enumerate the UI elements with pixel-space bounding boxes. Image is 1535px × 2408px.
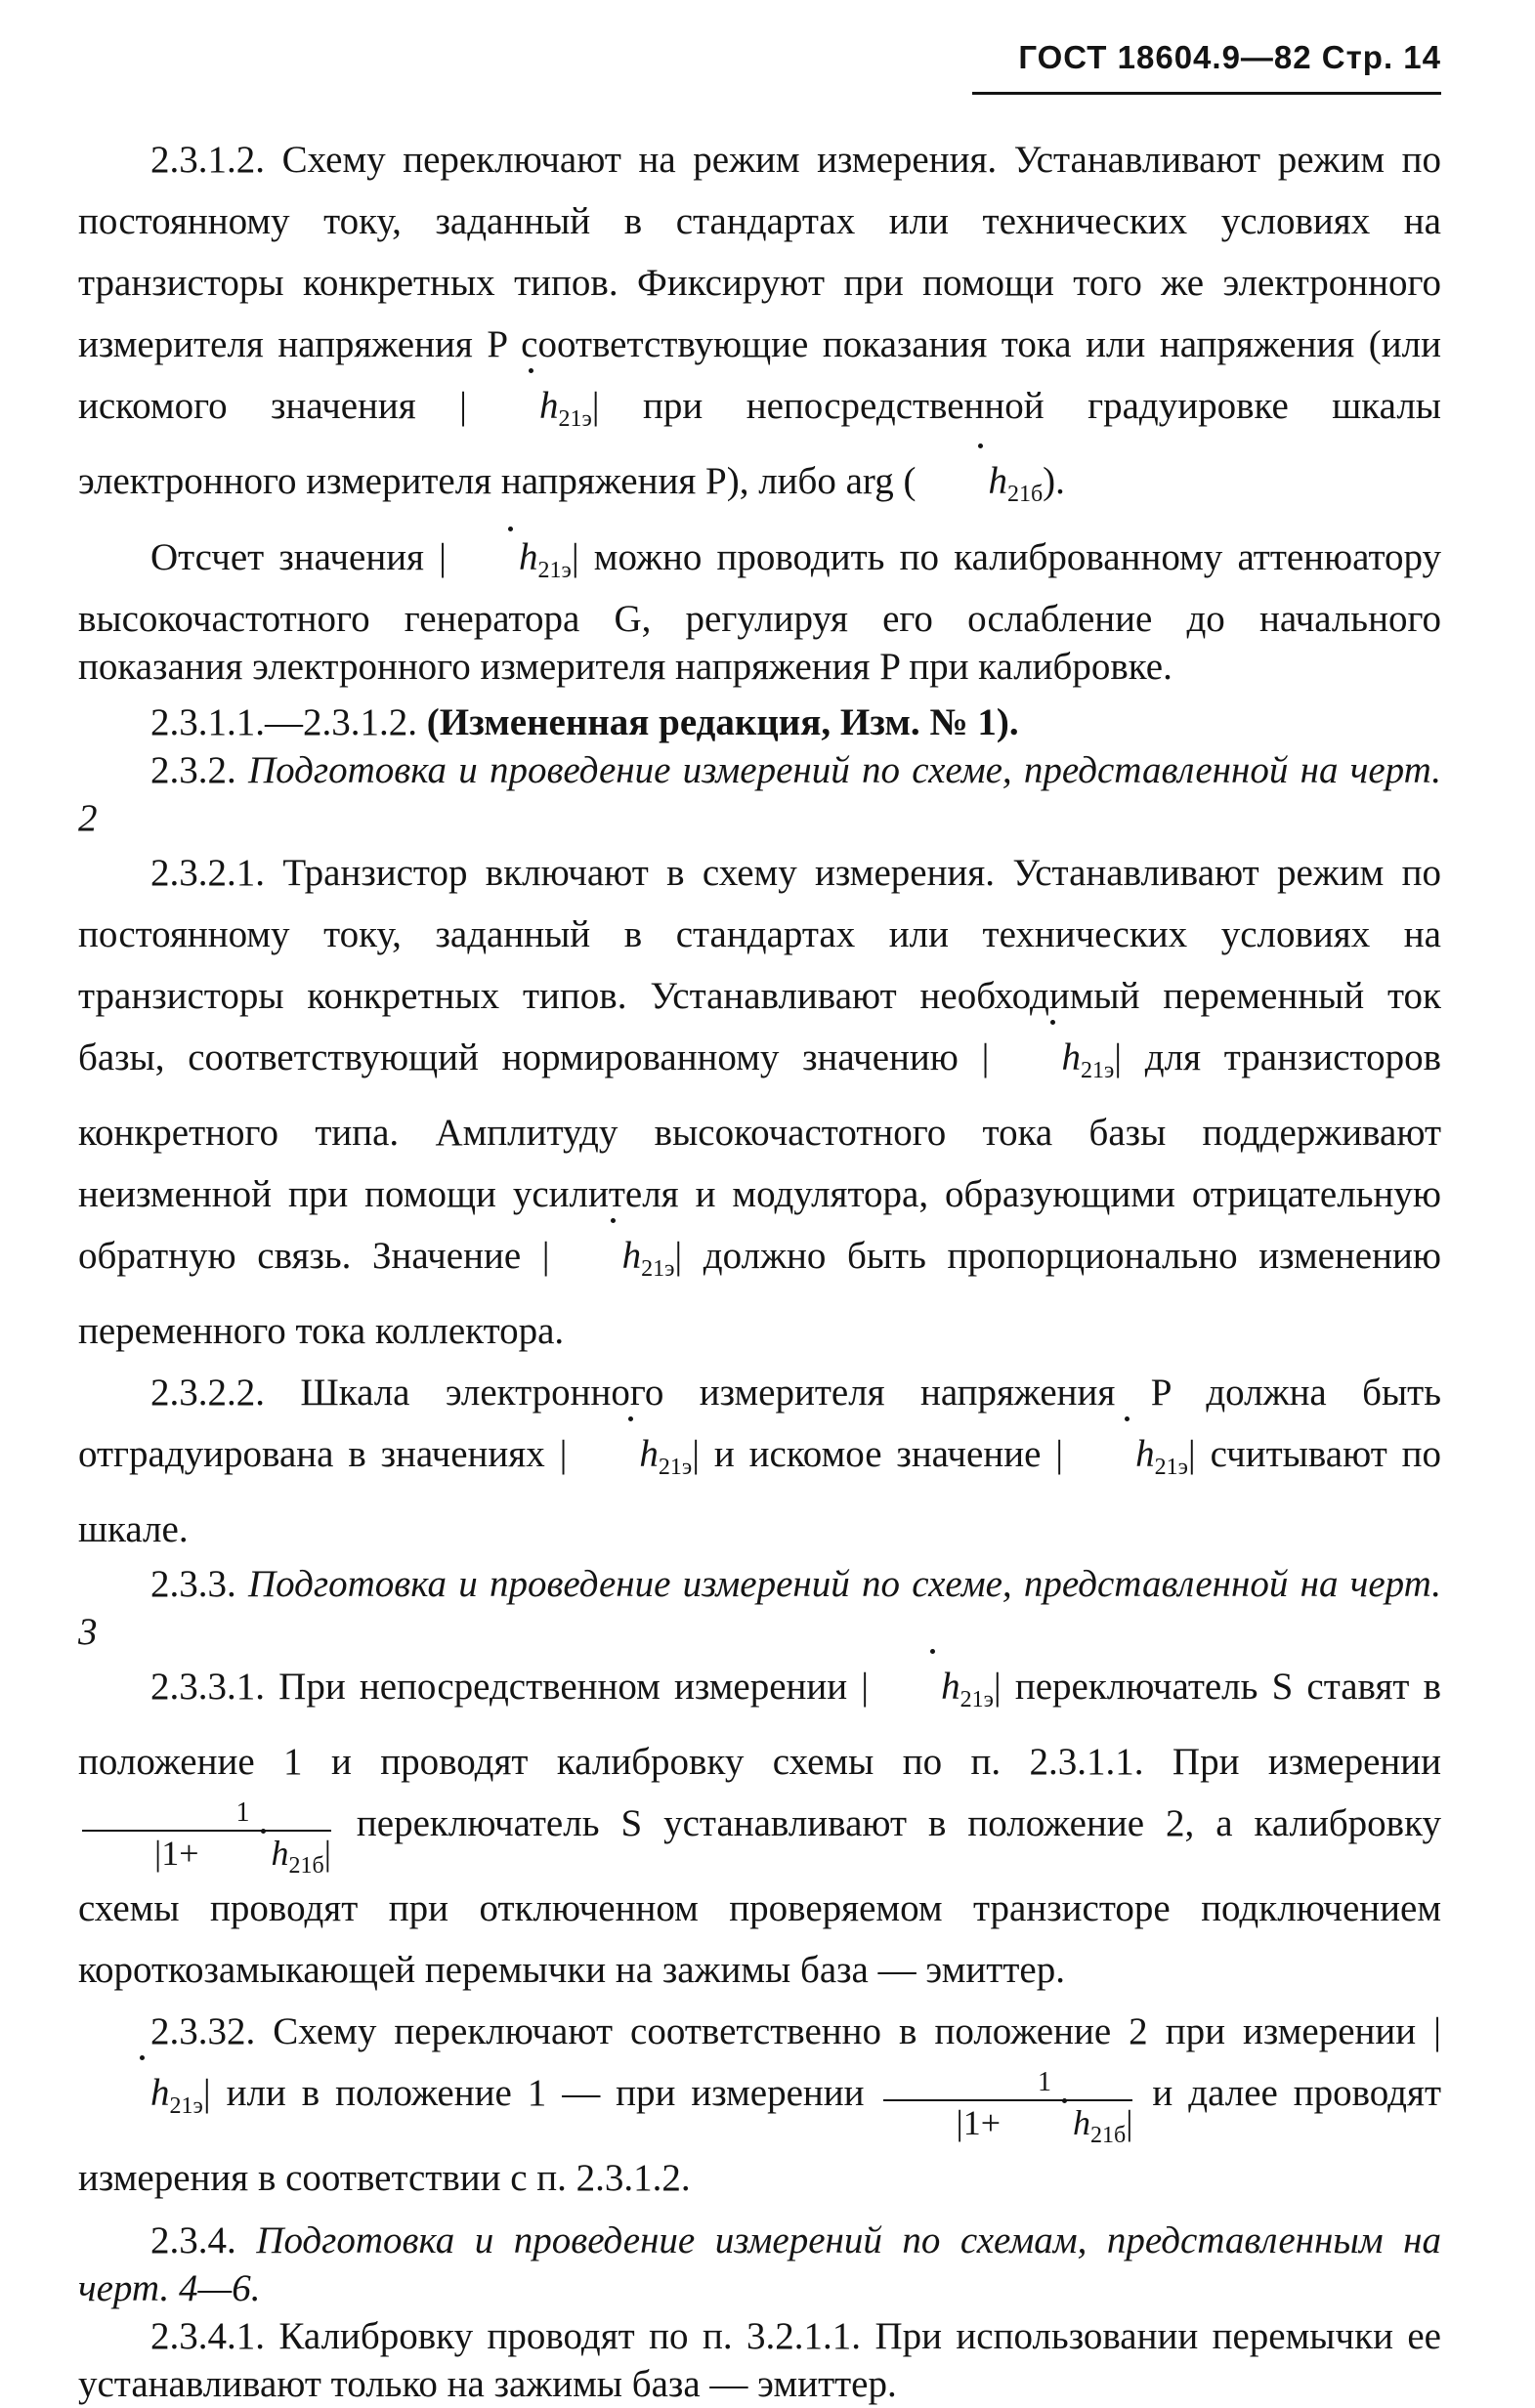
paragraph-2-3-3-2: 2.3.32. Схему переключают соответственно в положение 2 при измерении $|h_{21э}|$ или в положение 1 — при измерении $\frac{1}{|1+ h_{21б}|}$ и далее проводят измерения в соответствии с п. 2.3.1.2. [78, 2010, 1442, 2199]
h-dot-symbol: $h_{21э}$ [467, 375, 592, 450]
document-body [78, 129, 1441, 2408]
h-dot-symbol: $h_{21э}$ [550, 1225, 675, 1300]
h-dot-symbol: $h_{21э}$ [447, 533, 572, 595]
paragraph-amendment: 2.3.1.1.—2.3.1.2. (Измененная редакция, Изм. № 1). [150, 701, 1019, 743]
reciprocal-fraction: $\frac{1}{|1+ h_{21б}|}$ [82, 1799, 331, 1878]
h-dot-symbol: $h_{21б}$ [916, 450, 1043, 526]
paragraph-2-3-1-2: 2.3.1.2. Схему переключают на режим измерения. Устанавливают режим по постоянному току, заданный в стандартах или технических условиях на транзисторы конкретных типов. Фиксируют при помощи того же электронного измерителя напряжения P соответствующие показания тока или напряжения (или искомого значения | $h_{21э}|$ при непосредственной градуировке шкалы электронного измерителя напряжения P), либо arg ( $h_{21б}$). [78, 129, 1441, 526]
paragraph-2-3-2-1: 2.3.2.1. Транзистор включают в схему измерения. Устанавливают режим по постоянному току, заданный в стандартах или технических условиях на транзисторы конкретных типов. Устанавливают необходимый переменный ток базы, соответствующий нормированному значению | $h_{21э}|$ для транзисторов конкретного типа. Амплитуду высокочастотного тока базы поддерживают неизменной при помощи усилителя и модулятора, образующими отрицательную обратную связь. Значение | $h_{21э}|$ должно быть пропорционально изменению переменного тока коллектора. [78, 852, 1441, 1352]
h-dot-symbol: $h_{21э}$ [567, 1423, 692, 1499]
h-dot-symbol: $h_{21э}$ [1063, 1423, 1188, 1499]
document-page [78, 0, 1442, 2405]
reciprocal-fraction: $\frac{1}{|1+ h_{21б}|}$ [883, 2069, 1132, 2147]
paragraph-reading: Отсчет значения | $h_{21э}|$ можно проводить по калиброванному аттенюатору высокочастотного генератора G, регулируя его ослабление до начального показания электронного измерителя напряжения P при калибровке. [78, 533, 1441, 691]
paragraph-2-3-3-1: 2.3.3.1. При непосредственном измерении | $h_{21э}|$ переключатель S ставят в положение 1 и проводят калибровку схемы по п. 2.3.1.1. При измерении $\frac{1}{|1+ h_{21б}|}$ переключатель S устанавливают в положение 2, а калибровку схемы проводят при отключенном проверяемом транзисторе подключением короткозамыкающей перемычки на зажимы база — эмиттер. [78, 1656, 1441, 2001]
paragraph-2-3-2-2: 2.3.2.2. Шкала электронного измерителя напряжения P должна быть отградуирована в значениях | $h_{21э}|$ и искомое значение | $h_{21э}|$ считывают по шкале. [78, 1372, 1441, 1550]
h-dot-symbol: $h_{21э}$ [869, 1656, 994, 1731]
section-heading-2-3-3: 2.3.3. Подготовка и проведение измерений по схеме, представленной на черт. 3 [78, 1563, 1442, 1653]
paragraph-2-3-4-1: 2.3.4.1. Калибровку проводят по п. 3.2.1.1. При использовании перемычки ее устанавливают только на зажимы база — эмиттер. [78, 2315, 1441, 2405]
page-header: ГОСТ 18604.9—82 Стр. 14 [1018, 39, 1441, 75]
h-dot-symbol: $h_{21э}$ [989, 1027, 1114, 1102]
h-dot-symbol: $h_{21э}$ [78, 2062, 203, 2137]
header-rule [972, 92, 1441, 95]
section-heading-2-3-2: 2.3.2. Подготовка и проведение измерений по схеме, представленной на черт. 2 [78, 749, 1442, 839]
section-heading-2-3-4: 2.3.4. Подготовка и проведение измерений по схемам, представленным на черт. 4—6. [78, 2219, 1441, 2309]
